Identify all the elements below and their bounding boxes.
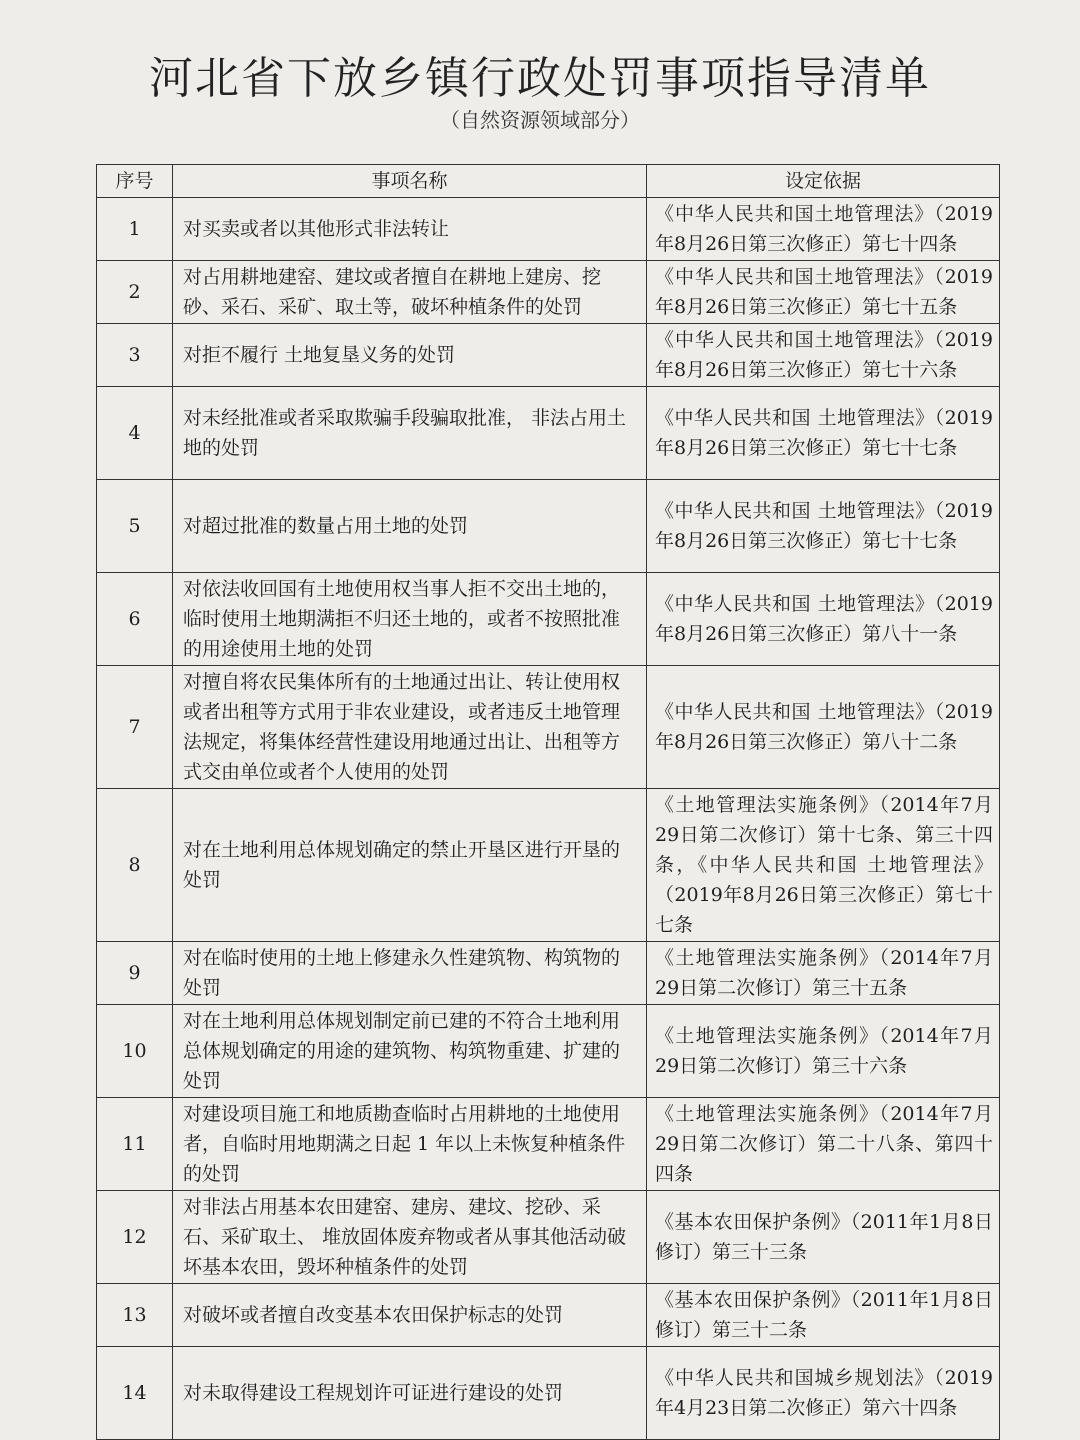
- row-item-name: 对超过批准的数量占用土地的处罚: [173, 480, 647, 573]
- row-legal-basis: 《中华人民共和国 土地管理法》（2019年8月26日第三次修正）第八十一条: [647, 573, 1000, 666]
- row-legal-basis: 《基本农田保护条例》（2011年1月8日修订）第三十二条: [647, 1284, 1000, 1347]
- row-item-name: 对未取得建设工程规划许可证进行建设的处罚: [173, 1347, 647, 1440]
- header-legal-basis: 设定依据: [647, 165, 1000, 198]
- table-row: [97, 789, 1000, 942]
- table-row: [97, 480, 1000, 573]
- row-item-name: 对未经批准或者采取欺骗手段骗取批准， 非法占用土地的处罚: [173, 387, 647, 480]
- row-legal-basis: 《土地管理法实施条例》（2014年7月29日第二次修订）第二十八条、第四十四条: [647, 1098, 1000, 1191]
- row-no: 14: [97, 1347, 173, 1440]
- row-no: 4: [97, 387, 173, 480]
- row-item-name: 对在土地利用总体规划确定的禁止开垦区进行开垦的处罚: [173, 789, 647, 942]
- row-legal-basis: 《土地管理法实施条例》（2014年7月29日第二次修订）第十七条、第三十四条，《中华人民共和国 土地管理法》（2019年8月26日第三次修正）第七十七条: [647, 789, 1000, 942]
- table-row: [97, 942, 1000, 1005]
- row-item-name: 对占用耕地建窑、建坟或者擅自在耕地上建房、挖砂、采石、采矿、取土等，破坏种植条件的处罚: [173, 261, 647, 324]
- penalty-items-table: [96, 164, 1000, 1440]
- row-no: 11: [97, 1098, 173, 1191]
- document-title: 河北省下放乡镇行政处罚事项指导清单: [149, 53, 931, 104]
- table-row: [97, 387, 1000, 480]
- row-no: 12: [97, 1191, 173, 1284]
- document-subtitle: （自然资源领域部分）: [440, 108, 640, 132]
- row-no: 13: [97, 1284, 173, 1347]
- table-row: [97, 666, 1000, 789]
- row-legal-basis: 《土地管理法实施条例》（2014年7月29日第二次修订）第三十五条: [647, 942, 1000, 1005]
- row-item-name: 对依法收回国有土地使用权当事人拒不交出土地的，临时使用土地期满拒不归还土地的，或者不按照批准的用途使用土地的处罚: [173, 573, 647, 666]
- table-row: [97, 1098, 1000, 1191]
- row-no: 2: [97, 261, 173, 324]
- row-legal-basis: 《中华人民共和国 土地管理法》（2019年8月26日第三次修正）第七十七条: [647, 387, 1000, 480]
- row-no: 7: [97, 666, 173, 789]
- row-item-name: 对擅自将农民集体所有的土地通过出让、转让使用权或者出租等方式用于非农业建设，或者违反土地管理法规定，将集体经营性建设用地通过出让、出租等方式交由单位或者个人使用的处罚: [173, 666, 647, 789]
- header-no: 序号: [97, 165, 173, 198]
- row-item-name: 对非法占用基本农田建窑、建房、建坟、挖砂、采石、采矿取土、 堆放固体废弃物或者从事其他活动破坏基本农田，毁坏种植条件的处罚: [173, 1191, 647, 1284]
- table-row: [97, 1347, 1000, 1440]
- table-row: [97, 1005, 1000, 1098]
- table-header-row: [97, 165, 1000, 198]
- row-legal-basis: 《中华人民共和国 土地管理法》（2019年8月26日第三次修正）第七十七条: [647, 480, 1000, 573]
- row-no: 8: [97, 789, 173, 942]
- row-item-name: 对在临时使用的土地上修建永久性建筑物、构筑物的处罚: [173, 942, 647, 1005]
- row-no: 10: [97, 1005, 173, 1098]
- row-no: 1: [97, 198, 173, 261]
- row-legal-basis: 《土地管理法实施条例》（2014年7月29日第二次修订）第三十六条: [647, 1005, 1000, 1098]
- row-no: 3: [97, 324, 173, 387]
- row-legal-basis: 《中华人民共和国土地管理法》（2019年8月26日第三次修正）第七十六条: [647, 324, 1000, 387]
- row-item-name: 对在土地利用总体规划制定前已建的不符合土地利用总体规划确定的用途的建筑物、构筑物重建、扩建的处罚: [173, 1005, 647, 1098]
- row-no: 6: [97, 573, 173, 666]
- row-item-name: 对破坏或者擅自改变基本农田保护标志的处罚: [173, 1284, 647, 1347]
- row-item-name: 对建设项目施工和地质勘查临时占用耕地的土地使用者，自临时用地期满之日起 1 年以上未恢复种植条件的处罚: [173, 1098, 647, 1191]
- row-legal-basis: 《中华人民共和国 土地管理法》（2019年8月26日第三次修正）第八十二条: [647, 666, 1000, 789]
- row-legal-basis: 《基本农田保护条例》（2011年1月8日修订）第三十三条: [647, 1191, 1000, 1284]
- row-no: 9: [97, 942, 173, 1005]
- row-no: 5: [97, 480, 173, 573]
- table-row: [97, 198, 1000, 261]
- table-row: [97, 1191, 1000, 1284]
- row-legal-basis: 《中华人民共和国土地管理法》（2019年8月26日第三次修正）第七十五条: [647, 261, 1000, 324]
- row-item-name: 对买卖或者以其他形式非法转让: [173, 198, 647, 261]
- table-row: [97, 1284, 1000, 1347]
- row-legal-basis: 《中华人民共和国土地管理法》（2019年8月26日第三次修正）第七十四条: [647, 198, 1000, 261]
- table-row: [97, 324, 1000, 387]
- table-row: [97, 261, 1000, 324]
- row-legal-basis: 《中华人民共和国城乡规划法》（2019年4月23日第二次修正）第六十四条: [647, 1347, 1000, 1440]
- table-row: [97, 573, 1000, 666]
- header-item-name: 事项名称: [173, 165, 647, 198]
- row-item-name: 对拒不履行 土地复垦义务的处罚: [173, 324, 647, 387]
